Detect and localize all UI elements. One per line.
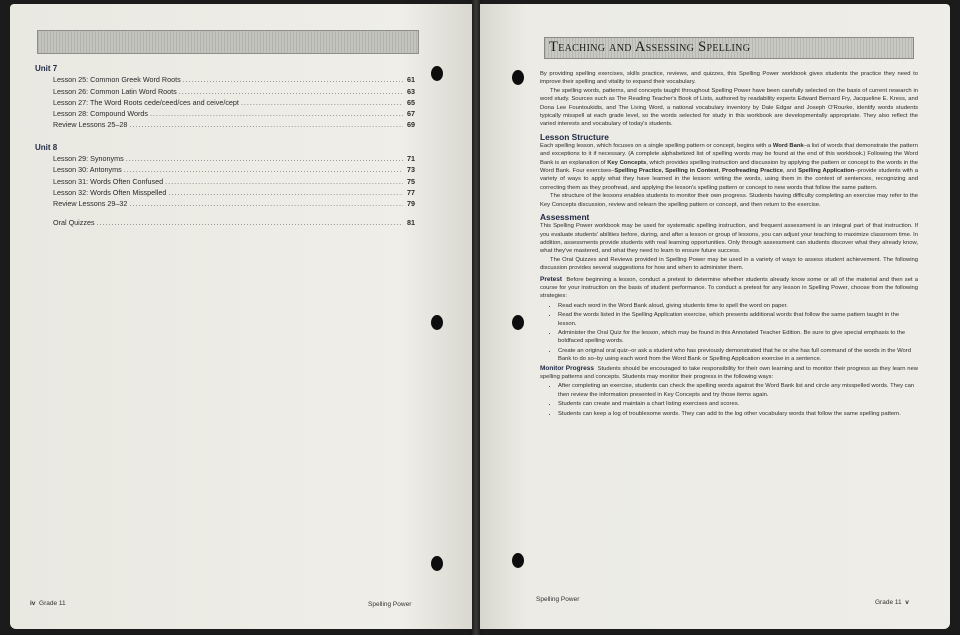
toc-entry-title: Lesson 27: The Word Roots cede/ceed/ces and ceive/cept <box>53 97 239 107</box>
toc-entry-title: Lesson 30: Antonyms <box>53 165 122 175</box>
toc-leader-dots <box>241 97 403 108</box>
article-body <box>540 70 918 419</box>
binder-hole <box>512 70 524 85</box>
binder-hole <box>431 315 443 330</box>
toc-entry <box>35 119 415 130</box>
toc-entry <box>35 176 415 187</box>
toc-entry-title: Lesson 29: Synonyms <box>53 154 124 164</box>
bullet-item: • Read each word in the Word Bank aloud, giving students time to spell the word on paper. <box>558 302 918 310</box>
toc-entry-title: Review Lessons 25–28 <box>53 120 128 130</box>
toc-entry-page: 61 <box>407 75 415 85</box>
unit-spacer <box>35 131 415 140</box>
toc-entry-title: Lesson 31: Words Often Confused <box>53 176 164 186</box>
toc-leader-dots <box>150 108 403 119</box>
page-number-right: Grade 11 v <box>875 599 909 606</box>
bullet-item: • Students can create and maintain a chart listing exercises and scores. <box>558 400 918 408</box>
lesson-structure-paragraph: The structure of the lessons enables students to monitor their own progress. Students having difficulty completing an exercise may refer to the Key Concepts discussion, review and relearn the spelling pattern or concept, and then return to the exercise. <box>540 193 918 208</box>
toc-entry-page: 81 <box>407 217 415 227</box>
bullet-item: • Students can keep a log of troublesome words. They can add to the log other vocabulary words that follow the same spelling pattern. <box>558 410 918 418</box>
assessment-paragraph: This Spelling Power workbook may be used for systematic spelling instruction, and frequent assessment is an integral part of that instruction. If you evaluate students' abilities before, during, and after a lesson or group of lessons, you can adjust your teaching to maximize classroom time. In addition, assessments provide students with real learning opportunities. Only through assessment can students discover what they already know, what they've mastered, and what they need to learn to ensure future success. <box>540 223 918 255</box>
toc-entry <box>35 97 415 108</box>
table-of-contents <box>35 61 415 228</box>
lesson-structure-paragraph: Each spelling lesson, which focuses on a single spelling pattern or concept, begins with a Word Bank–a list of words that demonstrate the pattern and exceptions to it if necessary. (A complete alphabetized list of spelling words may be found at the end of this workbook.) Following the Word Bank is an explanation of Key Concepts, which provides spelling instruction and discussion by applying the pattern or concept to the words in the Word Bank. Four exercises–Spelling Practice, Spelling in Context, Proofreading Practice, and Spelling Application–provide students with a variety of ways to apply what they have learned in the lesson: writing the words, using them in the context of sentences, recognizing and correcting them as they proofread, and applying the lesson's spelling pattern or concept to new words that follow the same pattern. <box>540 142 918 191</box>
toc-leader-dots <box>97 217 403 228</box>
binder-hole <box>512 315 524 330</box>
toc-entry-title: Lesson 26: Common Latin Word Roots <box>53 86 177 96</box>
toc-entry-page: 69 <box>407 120 415 130</box>
bullet-item: • Administer the Oral Quiz for the lesson, which may be found in this Annotated Teacher Edition. Be sure to give special emphasis to the boldfaced spelling words. <box>558 329 918 346</box>
intro-paragraph: The spelling words, patterns, and concepts taught throughout Spelling Power have been carefully selected on the basis of current research in word study. Sources such as The Reading Teacher's Book of Lists, authored by readability experts Edward Bernard Fry, Jacqueline E. Kress, and Dona Lee Fountoukidis, and The Living Word, a national vocabulary inventory by Dale Edgar and Joseph O'Rourke, identify words students typically misspell at each grade level, so the words selected for study in this workbook are developmentally appropriate. They also reflect the varied interests and vocabulary of today's students. <box>540 87 918 128</box>
contents-header-bar <box>37 30 419 54</box>
page-number-left: iv Grade 11 <box>30 600 66 607</box>
toc-entry <box>35 108 415 119</box>
assessment-heading: Assessment <box>540 212 590 223</box>
binder-hole <box>431 556 443 571</box>
pretest-strategy-list <box>540 302 918 364</box>
toc-entry-title: Review Lessons 29–32 <box>53 199 128 209</box>
toc-entry-title: Lesson 32: Words Often Misspelled <box>53 187 167 197</box>
binder-hole <box>431 66 443 81</box>
toc-leader-dots <box>124 164 403 175</box>
toc-leader-dots <box>129 198 403 209</box>
toc-leader-dots <box>129 119 403 130</box>
toc-entry-oral-quizzes <box>35 217 415 228</box>
right-page <box>480 4 950 629</box>
unit-heading: Unit 8 <box>35 142 58 152</box>
section-heading: Teaching and Assessing Spelling <box>549 39 751 55</box>
toc-entry-page: 73 <box>407 165 415 175</box>
toc-entry-title: Lesson 25: Common Greek Word Roots <box>53 75 181 85</box>
bullet-item: • Read the words listed in the Spelling Application exercise, which presents additional words that follow the same pattern taught in the lesson. <box>558 311 918 328</box>
assessment-paragraph: The Oral Quizzes and Reviews provided in Spelling Power may be used in a variety of ways to assess student achievement. The following discussion provides several suggestions for how and when to administer them. <box>540 256 918 272</box>
unit-heading: Unit 7 <box>35 64 58 73</box>
toc-entry-page: 79 <box>407 199 415 209</box>
monitor-progress-paragraph: Monitor Progress Students should be encouraged to take responsibility for their own learning and to monitor their progress as they learn new spelling patterns and concepts. Students may monitor their progress in the following ways: <box>540 364 919 380</box>
toc-entry <box>35 187 415 198</box>
toc-entry-page: 65 <box>407 97 415 107</box>
pretest-paragraph: Pretest Before beginning a lesson, conduct a pretest to determine whether students already know some or all of the material and then set a course for your instruction on the basis of student performance. To conduct a pretest for any lesson in Spelling Power, choose from the following strategies: <box>540 275 919 300</box>
toc-entry-page: 75 <box>407 176 415 186</box>
toc-leader-dots <box>168 187 403 198</box>
toc-leader-dots <box>126 153 403 164</box>
footer-book-title-right: Spelling Power <box>536 596 580 603</box>
toc-entry <box>35 198 415 209</box>
toc-leader-dots <box>165 176 403 187</box>
toc-entry-page: 71 <box>407 154 415 164</box>
toc-leader-dots <box>179 86 403 97</box>
toc-entry <box>35 86 415 97</box>
intro-paragraph: By providing spelling exercises, skills practice, reviews, and quizzes, this Spelling Power workbook gives students the practice they need to improve their spelling and vitality to expand their vocabulary. <box>540 71 918 86</box>
toc-entry <box>35 153 415 164</box>
toc-entry <box>35 74 415 85</box>
toc-leader-dots <box>183 74 403 85</box>
bullet-item: • After completing an exercise, students can check the spelling words against the Word Bank list and circle any misspelled words. They can then review the information presented in Key Concepts and try those items again. <box>558 382 918 399</box>
monitor-progress-list <box>540 382 918 418</box>
toc-entry-page: 63 <box>407 86 415 96</box>
footer-book-title-left: Spelling Power <box>368 601 412 608</box>
oral-spacer <box>35 210 415 217</box>
toc-entry-title: Oral Quizzes <box>53 217 95 227</box>
left-page <box>10 4 472 629</box>
toc-entry-title: Lesson 28: Compound Words <box>53 109 148 119</box>
toc-entry <box>35 164 415 175</box>
toc-entry-page: 67 <box>407 109 415 119</box>
toc-entry-page: 77 <box>407 187 415 197</box>
binder-hole <box>512 553 524 568</box>
lesson-structure-heading: Lesson Structure <box>540 131 609 142</box>
bullet-item: • Create an original oral quiz–or ask a student who has previously demonstrated that he or she has full command of the words in the Word Bank to do so–by using each word from the Word Bank or Spelling Application exercise in a sentence. <box>558 347 918 364</box>
